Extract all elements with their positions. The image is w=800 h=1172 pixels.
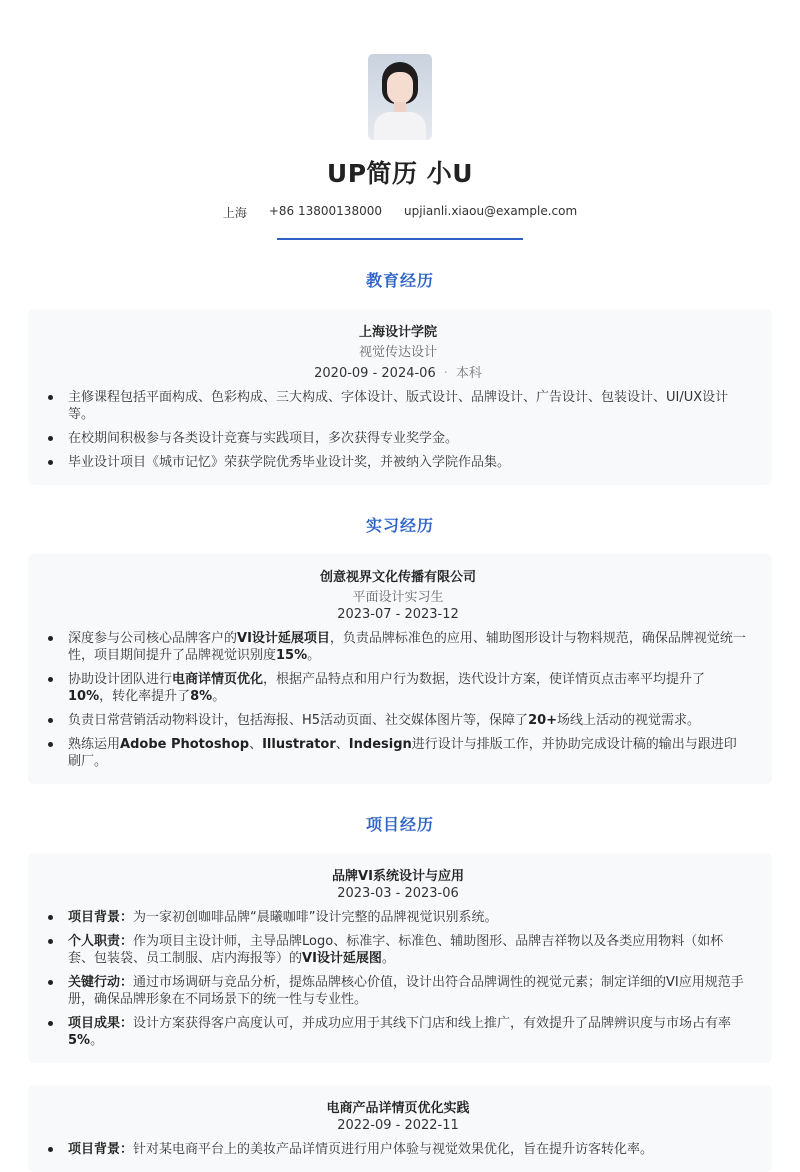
major: 视觉传达设计 <box>358 345 437 360</box>
emphasis-text: Illustrator <box>262 737 336 752</box>
education-card <box>28 309 772 485</box>
list-item: 项目背景：为一家初创咖啡品牌“晨曦咖啡”设计完整的品牌视觉识别系统。 <box>48 909 748 926</box>
emphasis-text: 5% <box>68 1033 91 1048</box>
section-title-education: 教育经历 <box>365 271 434 290</box>
education-date-row <box>48 362 748 381</box>
avatar-face-shape <box>387 72 413 104</box>
dot-separator: · <box>443 366 448 381</box>
company-name: 创意视界文化传播有限公司 <box>319 570 476 585</box>
contact-location: 上海 <box>222 206 247 220</box>
education-section <box>0 268 800 485</box>
project-card <box>28 853 772 1063</box>
school-name: 上海设计学院 <box>358 325 437 340</box>
list-item: 项目背景：针对某电商平台上的美妆产品详情页进行用户体验与视觉效果优化，旨在提升访客转化率。 <box>48 1141 748 1158</box>
list-item: 协助设计团队进行电商详情页优化，根据产品特点和用户行为数据，迭代设计方案，使详情页点击率平均提升了10%，转化率提升了8%。 <box>48 671 748 705</box>
emphasis-text: Indesign <box>348 737 412 752</box>
section-title-internship: 实习经历 <box>365 516 434 535</box>
emphasis-text: VI设计延展项目 <box>237 631 330 646</box>
emphasis-text: 关键行动： <box>68 975 134 990</box>
education-bullets <box>48 389 748 471</box>
list-item: 关键行动：通过市场调研与竞品分析，提炼品牌核心价值，设计出符合品牌调性的视觉元素；制定详细的VI应用规范手册，确保品牌形象在不同场景下的统一性与专业性。 <box>48 974 748 1008</box>
list-item: 主修课程包括平面构成、色彩构成、三大构成、字体设计、版式设计、品牌设计、广告设计、包装设计、UI/UX设计等。 <box>48 389 748 423</box>
project-date: 2022-09 - 2022-11 <box>337 1118 459 1133</box>
avatar <box>368 54 432 140</box>
candidate-name: UP简历 小U <box>326 159 474 188</box>
emphasis-text: 8% <box>190 689 213 704</box>
projects-section <box>0 812 800 1172</box>
contact-phone: +86 13800138000 <box>268 204 382 218</box>
emphasis-text: VI设计延展图 <box>302 951 382 966</box>
emphasis-text: 项目成果： <box>68 1016 134 1031</box>
contact-info <box>0 204 800 221</box>
degree: 本科 <box>455 366 482 381</box>
project-bullets <box>48 909 748 1049</box>
job-role: 平面设计实习生 <box>352 590 444 605</box>
project-bullets <box>48 1141 748 1158</box>
avatar-body-shape <box>374 112 426 140</box>
list-item: 深度参与公司核心品牌客户的VI设计延展项目，负责品牌标准色的应用、辅助图形设计与物料规范，确保品牌视觉统一性，项目期间提升了品牌视觉识别度15%。 <box>48 630 748 664</box>
emphasis-text: 项目背景： <box>68 910 134 925</box>
contact-email: upjianli.xiaou@example.com <box>403 204 578 218</box>
project-name: 电商产品详情页优化实践 <box>326 1101 470 1116</box>
list-item: 负责日常营销活动物料设计，包括海报、H5活动页面、社交媒体图片等，保障了20+场线上活动的视觉需求。 <box>48 712 748 729</box>
list-item: 个人职责：作为项目主设计师，主导品牌Logo、标准字、标准色、辅助图形、品牌吉祥物以及各类应用物料（如杯套、包装袋、员工制服、店内海报等）的VI设计延展图。 <box>48 933 748 967</box>
list-item: 熟练运用Adobe Photoshop、Illustrator、Indesign进行设计与排版工作，并协助完成设计稿的输出与跟进印刷厂。 <box>48 736 748 770</box>
emphasis-text: 15% <box>276 648 308 663</box>
emphasis-text: 20+ <box>528 713 558 728</box>
internship-section <box>0 513 800 784</box>
emphasis-text: 电商详情页优化 <box>172 672 264 687</box>
internship-date: 2023-07 - 2023-12 <box>337 607 459 622</box>
emphasis-text: 10% <box>68 689 100 704</box>
emphasis-text: 个人职责： <box>68 934 134 949</box>
project-date: 2023-03 - 2023-06 <box>337 886 459 901</box>
header-divider <box>277 238 523 240</box>
list-item: 项目成果：设计方案获得客户高度认可，并成功应用于其线下门店和线上推广，有效提升了品牌辨识度与市场占有率5%。 <box>48 1015 748 1049</box>
project-name: 品牌VI系统设计与应用 <box>332 869 464 884</box>
internship-card <box>28 554 772 784</box>
list-item: 在校期间积极参与各类设计竞赛与实践项目，多次获得专业奖学金。 <box>48 430 748 447</box>
list-item: 毕业设计项目《城市记忆》荣获学院优秀毕业设计奖，并被纳入学院作品集。 <box>48 454 748 471</box>
section-title-projects: 项目经历 <box>365 815 434 834</box>
resume-header <box>0 0 800 240</box>
education-date: 2020-09 - 2024-06 <box>314 366 436 381</box>
emphasis-text: Adobe Photoshop <box>120 737 250 752</box>
emphasis-text: 项目背景： <box>68 1142 134 1157</box>
project-card <box>28 1085 772 1172</box>
internship-bullets <box>48 630 748 770</box>
